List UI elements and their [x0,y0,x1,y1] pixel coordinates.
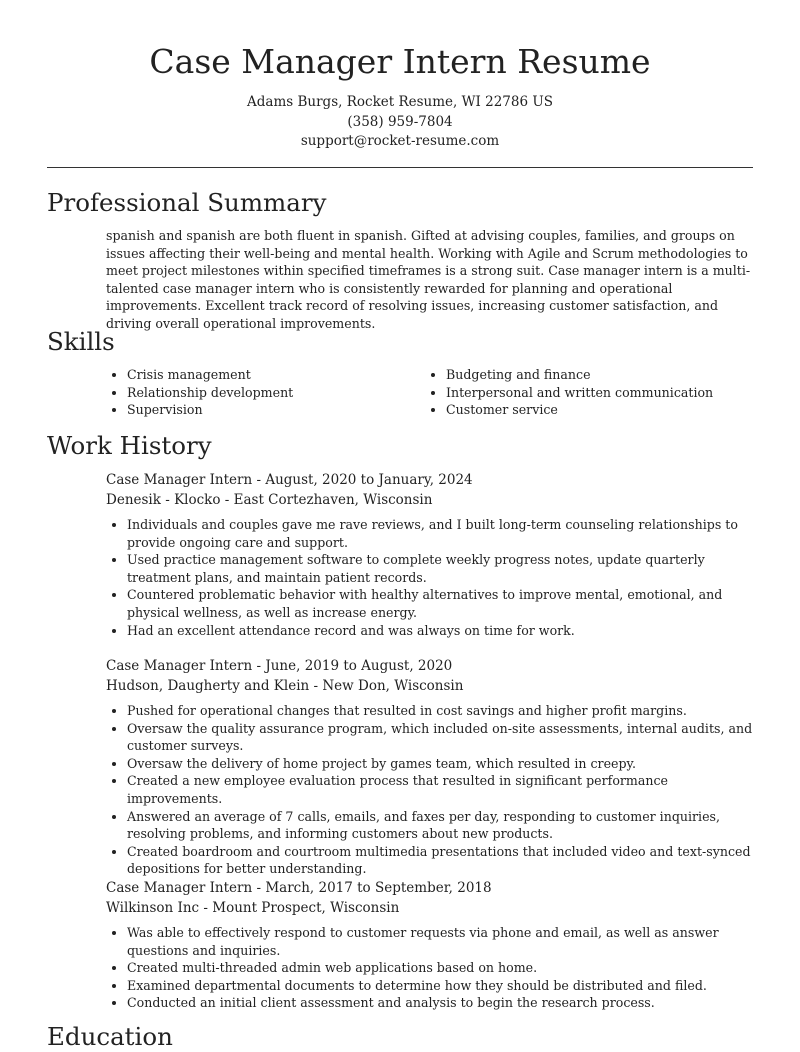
job-dates: - August, 2020 to January, 2024 [252,472,473,488]
header-divider [47,167,753,168]
job-title: Case Manager Intern [106,658,253,674]
job-location: - East Cortezhaven, Wisconsin [220,492,433,508]
job-bullets [106,702,756,878]
job-bullet: • Was able to effectively respond to customer requests via phone and email, as well as answer questions and inquiries. [127,924,756,959]
job-bullet: • Oversaw the quality assurance program, which included on-site assessments, internal audits, and customer surveys. [127,720,756,755]
job-title-line [106,878,756,898]
job-title-line [106,656,756,676]
summary-heading: Professional Summary [47,188,327,217]
skills-column-left [106,366,425,419]
skill-item: • Customer service [446,401,744,419]
skill-item: • Crisis management [127,366,425,384]
job-bullet: • Had an excellent attendance record and was always on time for work. [127,622,756,640]
job-title: Case Manager Intern [106,472,253,488]
job-entry [106,656,756,878]
job-entry [106,470,756,639]
contact-block [0,93,800,152]
job-bullet: • Oversaw the delivery of home project by games team, which resulted in creepy. [127,755,756,773]
skills-heading: Skills [47,327,115,356]
job-bullet: • Created multi-threaded admin web applications based on home. [127,959,756,977]
job-dates: - March, 2017 to September, 2018 [252,880,492,896]
job-location: - Mount Prospect, Wisconsin [199,900,400,916]
job-bullet: • Answered an average of 7 calls, emails, and faxes per day, responding to customer inquiries, resolving problems, and informing customers about new products. [127,808,756,843]
skill-item: • Supervision [127,401,425,419]
skill-item: • Relationship development [127,384,425,402]
skills-column-right [425,366,744,419]
education-heading: Education [47,1022,173,1051]
job-company-line [106,676,756,696]
job-bullet: • Individuals and couples gave me rave reviews, and I built long-term counseling relationships to provide ongoing care and support. [127,516,756,551]
job-company: Wilkinson Inc [106,900,200,916]
job-dates: - June, 2019 to August, 2020 [252,658,453,674]
job-company-line [106,490,756,510]
job-bullets [106,516,756,639]
job-company: Denesik - Klocko [106,492,221,508]
skill-item: • Interpersonal and written communication [446,384,744,402]
contact-email: support@rocket-resume.com [300,133,500,149]
job-bullet: • Used practice management software to complete weekly progress notes, update quarterly treatment plans, and maintain patient records. [127,551,756,586]
job-bullet: • Created a new employee evaluation process that resulted in significant performance improvements. [127,772,756,807]
resume-title: Case Manager Intern Resume [149,42,651,81]
work-history-heading: Work History [47,431,212,460]
job-title: Case Manager Intern [106,880,253,896]
job-company: Hudson, Daugherty and Klein [106,678,310,694]
job-bullets [106,924,756,1012]
job-title-line [106,470,756,490]
skill-item: • Budgeting and finance [446,366,744,384]
job-bullet: • Created boardroom and courtroom multimedia presentations that included video and text-synced depositions for better understanding. [127,843,756,878]
contact-address: Adams Burgs, Rocket Resume, WI 22786 US [247,94,553,110]
job-bullet: • Pushed for operational changes that resulted in cost savings and higher profit margins. [127,702,756,720]
job-bullet: • Examined departmental documents to determine how they should be distributed and filed. [127,977,756,995]
job-location: - New Don, Wisconsin [309,678,464,694]
summary-text: spanish and spanish are both fluent in spanish. Gifted at advising couples, families, and groups on issues affecting their well-being and mental health. Working with Agile and Scrum methodologies to meet project milestones within specified timeframes is a strong suit. Case manager intern is a multi-talented case manager intern who is consistently rewarded for planning and operational improvements. Excellent track record of resolving issues, increasing customer satisfaction, and driving overall operational improvements. [106,228,751,331]
skills-list [106,366,756,419]
job-company-line [106,898,756,918]
contact-phone: (358) 959-7804 [347,113,453,130]
job-bullet: • Countered problematic behavior with healthy alternatives to improve mental, emotional, and physical wellness, as well as increase energy. [127,586,756,621]
job-bullet: • Conducted an initial client assessment and analysis to begin the research process. [127,994,756,1012]
job-entry [106,878,756,1012]
